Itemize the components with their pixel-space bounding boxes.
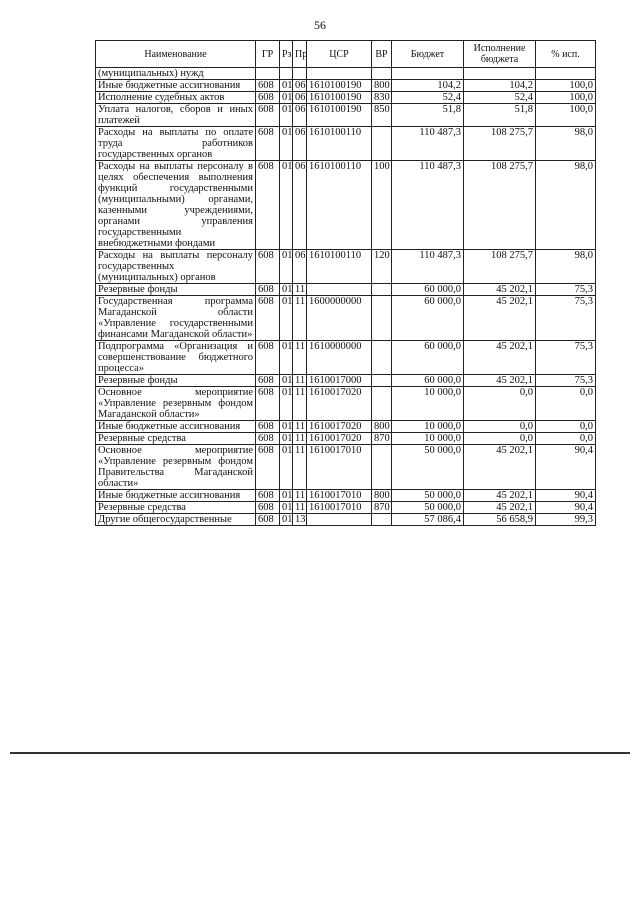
cell-gr: 608: [256, 127, 280, 161]
cell-vr: 870: [372, 433, 392, 445]
cell-budget: 57 086,4: [392, 514, 464, 526]
cell-name: Резервные средства: [96, 502, 256, 514]
table-header-row: [96, 41, 596, 68]
cell-rz: 01: [280, 296, 293, 341]
cell-vr: [372, 445, 392, 490]
cell-pct: 75,3: [536, 375, 596, 387]
cell-gr: 608: [256, 284, 280, 296]
cell-budget: 60 000,0: [392, 284, 464, 296]
cell-name: Иные бюджетные ассигнования: [96, 421, 256, 433]
cell-csr: 1600000000: [307, 296, 372, 341]
cell-rz: 01: [280, 80, 293, 92]
cell-budget: [392, 68, 464, 80]
cell-csr: 1610100110: [307, 161, 372, 250]
cell-budget: 52,4: [392, 92, 464, 104]
cell-budget: 50 000,0: [392, 445, 464, 490]
cell-execution: 45 202,1: [464, 490, 536, 502]
budget-table: [95, 40, 596, 526]
cell-rz: 01: [280, 127, 293, 161]
cell-vr: [372, 127, 392, 161]
page-number: 56: [314, 18, 326, 32]
cell-name: Иные бюджетные ассигнования: [96, 80, 256, 92]
cell-gr: 608: [256, 161, 280, 250]
header-rz: Рз: [280, 41, 293, 68]
cell-pr: 11: [293, 387, 307, 421]
header-execution: Исполнение бюджета: [464, 41, 536, 68]
cell-execution: 0,0: [464, 433, 536, 445]
cell-name: Расходы на выплаты по оплате труда работников государственных органов: [96, 127, 256, 161]
cell-budget: 50 000,0: [392, 502, 464, 514]
cell-csr: [307, 514, 372, 526]
cell-budget: 60 000,0: [392, 296, 464, 341]
cell-execution: 45 202,1: [464, 341, 536, 375]
cell-csr: 1610017020: [307, 433, 372, 445]
table-row: [96, 250, 596, 284]
cell-csr: 1610100190: [307, 104, 372, 127]
cell-csr: 1610100110: [307, 127, 372, 161]
cell-csr: 1610100190: [307, 92, 372, 104]
cell-pr: 11: [293, 421, 307, 433]
cell-execution: [464, 68, 536, 80]
cell-execution: 45 202,1: [464, 445, 536, 490]
cell-vr: [372, 375, 392, 387]
cell-name: (муниципальных) нужд: [96, 68, 256, 80]
cell-vr: [372, 387, 392, 421]
cell-csr: 1610100190: [307, 80, 372, 92]
cell-name: Основное мероприятие «Управление резервным фондом Правительства Магаданской области»: [96, 445, 256, 490]
cell-rz: 01: [280, 445, 293, 490]
cell-csr: [307, 68, 372, 80]
cell-execution: 51,8: [464, 104, 536, 127]
cell-pct: 100,0: [536, 92, 596, 104]
cell-vr: [372, 341, 392, 375]
header-csr: ЦСР: [307, 41, 372, 68]
cell-pct: 0,0: [536, 387, 596, 421]
cell-rz: 01: [280, 250, 293, 284]
table-row: [96, 161, 596, 250]
cell-pct: 98,0: [536, 127, 596, 161]
cell-csr: [307, 284, 372, 296]
cell-pct: 75,3: [536, 341, 596, 375]
cell-rz: 01: [280, 387, 293, 421]
cell-vr: 800: [372, 421, 392, 433]
cell-execution: 108 275,7: [464, 161, 536, 250]
cell-csr: 1610017020: [307, 421, 372, 433]
header-pct: % исп.: [536, 41, 596, 68]
cell-name: Подпрограмма «Организация и совершенствование бюджетного процесса»: [96, 341, 256, 375]
cell-pct: 98,0: [536, 250, 596, 284]
cell-vr: [372, 68, 392, 80]
cell-name: Другие общегосударственные: [96, 514, 256, 526]
cell-pct: 0,0: [536, 421, 596, 433]
table-body: [96, 68, 596, 526]
cell-csr: 1610000000: [307, 341, 372, 375]
cell-gr: 608: [256, 80, 280, 92]
cell-pr: 11: [293, 445, 307, 490]
cell-budget: 51,8: [392, 104, 464, 127]
header-vr: ВР: [372, 41, 392, 68]
cell-vr: 870: [372, 502, 392, 514]
cell-pr: 11: [293, 502, 307, 514]
cell-rz: 01: [280, 514, 293, 526]
cell-budget: 110 487,3: [392, 127, 464, 161]
cell-pr: 11: [293, 490, 307, 502]
cell-pct: 75,3: [536, 284, 596, 296]
cell-execution: 45 202,1: [464, 284, 536, 296]
table-row: [96, 445, 596, 490]
header-name: Наименование: [96, 41, 256, 68]
cell-pr: 06: [293, 104, 307, 127]
cell-pr: 06: [293, 250, 307, 284]
cell-rz: 01: [280, 284, 293, 296]
cell-vr: 830: [372, 92, 392, 104]
cell-pr: 06: [293, 92, 307, 104]
cell-budget: 104,2: [392, 80, 464, 92]
cell-vr: 800: [372, 80, 392, 92]
header-budget: Бюджет: [392, 41, 464, 68]
cell-rz: 01: [280, 104, 293, 127]
table-row: [96, 68, 596, 80]
cell-budget: 110 487,3: [392, 161, 464, 250]
cell-execution: 45 202,1: [464, 375, 536, 387]
cell-rz: 01: [280, 161, 293, 250]
table-row: [96, 490, 596, 502]
cell-gr: 608: [256, 445, 280, 490]
cell-name: Исполнение судебных актов: [96, 92, 256, 104]
cell-name: Расходы на выплаты персоналу в целях обеспечения выполнения функций государственными (муниципальными) органами, казенными учреждениями, органами управления государственными внебюджетными фондами: [96, 161, 256, 250]
cell-pct: [536, 68, 596, 80]
cell-pr: 11: [293, 433, 307, 445]
cell-pr: 06: [293, 161, 307, 250]
table-row: [96, 387, 596, 421]
cell-execution: 0,0: [464, 421, 536, 433]
table-row: [96, 433, 596, 445]
table-row: [96, 502, 596, 514]
cell-budget: 60 000,0: [392, 375, 464, 387]
table-row: [96, 341, 596, 375]
cell-pct: 100,0: [536, 80, 596, 92]
cell-budget: 10 000,0: [392, 433, 464, 445]
cell-csr: 1610017010: [307, 490, 372, 502]
cell-pct: 99,3: [536, 514, 596, 526]
cell-vr: [372, 514, 392, 526]
cell-budget: 10 000,0: [392, 387, 464, 421]
table-row: [96, 421, 596, 433]
cell-vr: 100: [372, 161, 392, 250]
cell-vr: [372, 284, 392, 296]
cell-pct: 100,0: [536, 104, 596, 127]
cell-execution: 108 275,7: [464, 127, 536, 161]
table-row: [96, 296, 596, 341]
cell-gr: 608: [256, 92, 280, 104]
cell-gr: 608: [256, 514, 280, 526]
table-row: [96, 375, 596, 387]
cell-gr: 608: [256, 250, 280, 284]
cell-execution: 0,0: [464, 387, 536, 421]
header-gr: ГР: [256, 41, 280, 68]
cell-gr: 608: [256, 502, 280, 514]
cell-execution: 52,4: [464, 92, 536, 104]
footer-divider: [10, 752, 630, 754]
cell-pr: 11: [293, 296, 307, 341]
cell-rz: 01: [280, 502, 293, 514]
cell-execution: 45 202,1: [464, 502, 536, 514]
cell-pr: 11: [293, 341, 307, 375]
cell-gr: 608: [256, 375, 280, 387]
table-row: [96, 92, 596, 104]
cell-gr: 608: [256, 387, 280, 421]
cell-gr: 608: [256, 421, 280, 433]
cell-vr: 850: [372, 104, 392, 127]
cell-pct: 75,3: [536, 296, 596, 341]
cell-csr: 1610017000: [307, 375, 372, 387]
cell-budget: 50 000,0: [392, 490, 464, 502]
cell-rz: 01: [280, 92, 293, 104]
cell-csr: 1610017020: [307, 387, 372, 421]
cell-execution: 56 658,9: [464, 514, 536, 526]
cell-pct: 90,4: [536, 490, 596, 502]
cell-rz: 01: [280, 490, 293, 502]
cell-pct: 0,0: [536, 433, 596, 445]
cell-rz: 01: [280, 421, 293, 433]
table-row: [96, 104, 596, 127]
table-row: [96, 80, 596, 92]
cell-pr: 06: [293, 80, 307, 92]
cell-name: Уплата налогов, сборов и иных платежей: [96, 104, 256, 127]
cell-execution: 108 275,7: [464, 250, 536, 284]
cell-pct: 90,4: [536, 445, 596, 490]
cell-name: Иные бюджетные ассигнования: [96, 490, 256, 502]
cell-rz: 01: [280, 433, 293, 445]
cell-csr: 1610017010: [307, 502, 372, 514]
cell-gr: 608: [256, 490, 280, 502]
cell-gr: 608: [256, 341, 280, 375]
cell-execution: 45 202,1: [464, 296, 536, 341]
cell-name: Основное мероприятие «Управление резервным фондом Магаданской области»: [96, 387, 256, 421]
cell-pr: [293, 68, 307, 80]
cell-csr: 1610017010: [307, 445, 372, 490]
header-pr: Пр: [293, 41, 307, 68]
cell-execution: 104,2: [464, 80, 536, 92]
cell-name: Резервные фонды: [96, 375, 256, 387]
cell-name: Расходы на выплаты персоналу государственных (муниципальных) органов: [96, 250, 256, 284]
cell-pr: 11: [293, 375, 307, 387]
table-row: [96, 514, 596, 526]
cell-name: Государственная программа Магаданской области «Управление государственными финансами Магаданской области»: [96, 296, 256, 341]
cell-name: Резервные средства: [96, 433, 256, 445]
cell-gr: 608: [256, 296, 280, 341]
cell-gr: 608: [256, 433, 280, 445]
cell-gr: [256, 68, 280, 80]
cell-rz: 01: [280, 341, 293, 375]
cell-pr: 06: [293, 127, 307, 161]
cell-pct: 98,0: [536, 161, 596, 250]
cell-budget: 110 487,3: [392, 250, 464, 284]
cell-pr: 13: [293, 514, 307, 526]
cell-rz: 01: [280, 375, 293, 387]
cell-budget: 60 000,0: [392, 341, 464, 375]
cell-pct: 90,4: [536, 502, 596, 514]
cell-pr: 11: [293, 284, 307, 296]
cell-csr: 1610100110: [307, 250, 372, 284]
table-row: [96, 284, 596, 296]
cell-gr: 608: [256, 104, 280, 127]
cell-vr: 120: [372, 250, 392, 284]
cell-vr: [372, 296, 392, 341]
cell-name: Резервные фонды: [96, 284, 256, 296]
cell-rz: [280, 68, 293, 80]
cell-vr: 800: [372, 490, 392, 502]
cell-budget: 10 000,0: [392, 421, 464, 433]
table-row: [96, 127, 596, 161]
